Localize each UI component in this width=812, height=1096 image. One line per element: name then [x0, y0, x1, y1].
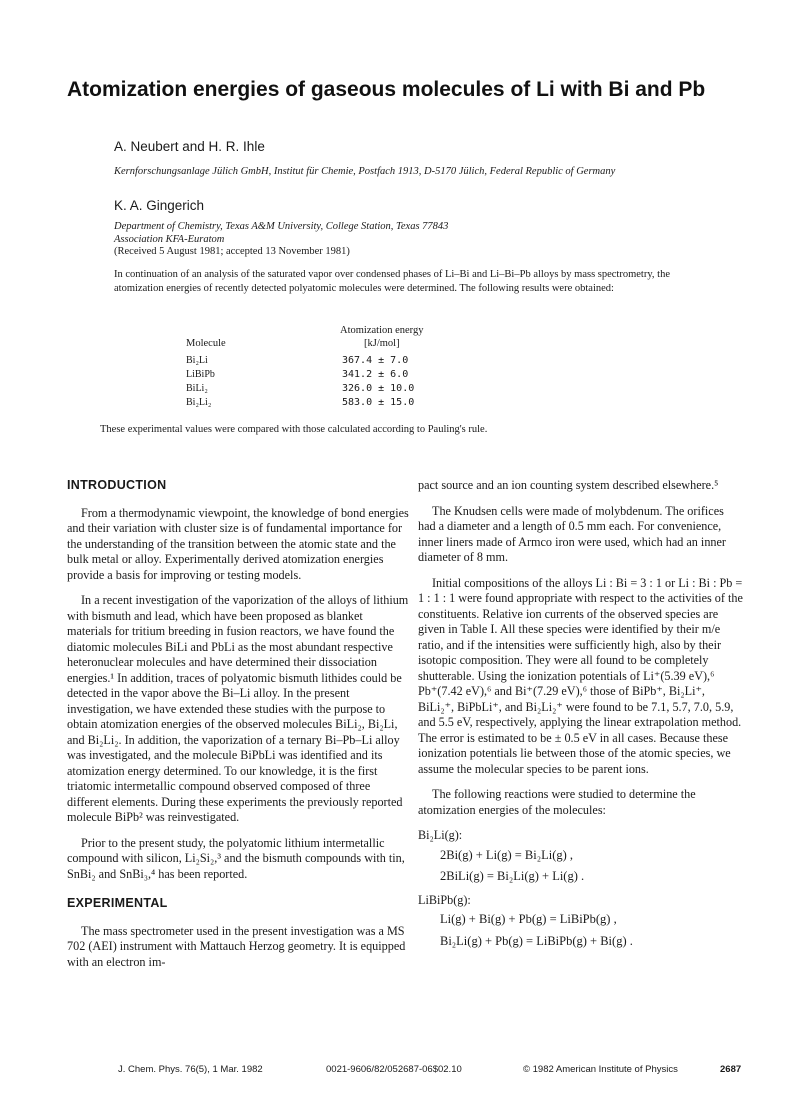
affiliation-2 [114, 221, 714, 246]
table-header-energy-line-2: [kJ/mol] [364, 338, 400, 349]
copyright-notice: © 1982 American Institute of Physics [523, 1064, 678, 1075]
table-cell-energy: 367.4 ± 7.0 [342, 355, 409, 366]
table-cell-molecule: Bi₂Li₂ [186, 397, 212, 408]
left-column [67, 478, 409, 980]
equation: 2Bi(g) + Li(g) = Bi₂Li(g) , [440, 847, 574, 862]
paper-title: Atomization energies of gaseous molecules of Li with Bi and Pb [67, 78, 706, 101]
experimental-paragraph-1: The mass spectrometer used in the present investigation was a MS 702 (AEI) instrument with Mattauch Herzog geometry. It is equipped with an electron im- [67, 923, 406, 969]
equation: Li(g) + Bi(g) + Pb(g) = LiBiPb(g) , [440, 912, 617, 926]
equation: 2BiLi(g) = Bi₂Li(g) + Li(g) . [440, 869, 585, 883]
section-heading-introduction: INTRODUCTION [67, 478, 167, 492]
table-cell-molecule: LiBiPb [186, 369, 215, 380]
table-cell-energy: 583.0 ± 15.0 [342, 397, 415, 408]
authors-group-1: A. Neubert and H. R. Ihle [114, 139, 265, 154]
experimental-paragraph-3: Initial compositions of the alloys Li : Bi = 3 : 1 or Li : Bi : Pb = 1 : 1 : 1 were found appropriate with respect to the activities of the constituents. Relative ion currents of the observed species are given in Table I. All these species were identified by their m/e ratio, and if the intensities were sufficiently high, also by their isotopic composition. They were all found to be completely shutterable. Using the ionization potentials of Li⁺(5.39 eV),⁶ Pb⁺(7.42 eV),⁶ and Bi⁺(7.29 eV),⁶ those of BiPb⁺, Bi₂Li⁺, BiLi₂⁺, BiPbLi⁺, and Bi₂Li₂⁺ were found to be 7.1, 5.7, 7.0, 5.9, and 5.5 eV, respectively, applying the linear extrapolation method. The error is estimated to be ± 0.5 eV in all cases. Because these ionization potentials lie between those of the atomic species, we assume the molecular species to be parent ions. [418, 575, 743, 776]
table-cell-molecule: BiLi₂ [186, 383, 208, 394]
intro-paragraph-3: Prior to the present study, the polyatomic lithium intermetallic compound with silicon, Li₂Si₂,³ and the bismuth compounds with tin, SnBi₂ and SnBi₃,⁴ has been reported. [67, 835, 405, 881]
page-number: 2687 [720, 1064, 742, 1075]
article-code: 0021-9606/82/052687-06$02.10 [326, 1064, 462, 1075]
received-dates: (Received 5 August 1981; accepted 13 November 1981) [114, 246, 350, 257]
table-header-molecule: Molecule [186, 338, 226, 349]
journal-citation: J. Chem. Phys. 76(5), 1 Mar. 1982 [118, 1064, 263, 1075]
authors-group-2: K. A. Gingerich [114, 198, 205, 213]
equation-group-label-libipb: LiBiPb(g): [418, 892, 471, 907]
table-cell-molecule: Bi₂Li [186, 355, 208, 366]
right-column [418, 478, 743, 955]
intro-paragraph-1: From a thermodynamic viewpoint, the knowledge of bond energies and their variation with cluster size is of fundamental importance for the understanding of the transition between the atomic state and the bulk metal or alloy. Experimentally derived atomization energies provide a basis for improving or testing models. [67, 505, 409, 582]
experimental-paragraph-continued: pact source and an ion counting system described elsewhere.⁵ [418, 478, 719, 492]
experimental-paragraph-2: The Knudsen cells were made of molybdenum. The orifices had a diameter and a length of 0.5 mm each. For convenience, inner liners made of Armco iron were used, which had an inner diameter of 8 mm. [418, 503, 726, 564]
affiliation-2-line-2: Association KFA-Euratom [114, 233, 225, 245]
affiliation-1: Kernforschungsanlage Jülich GmbH, Institut für Chemie, Postfach 1913, D-5170 Jülich, Federal Republic of Germany [114, 166, 616, 177]
table-cell-energy: 326.0 ± 10.0 [342, 383, 415, 394]
intro-paragraph-2: In a recent investigation of the vaporization of the alloys of lithium with bismuth and lead, which have been proposed as blanket materials for tritium breeding in fusion reactors, we have found the diatomic molecules BiLi and PbLi as the most abundant respective heteronuclear molecules and have determined their dissociation energies.¹ In addition, traces of polyatomic bismuth lithides could be detected in the vapor above the Bi–Li alloy. In the present investigation, we have extended these studies with the purpose to obtain atomization energies of the observed molecules BiLi₂, Bi₂Li, and Bi₂Li₂. In addition, the vaporization of a ternary Bi–Pb–Li alloy was investigated, and the molecule BiPbLi was identified and its atomization energy determined. To our knowledge, it is the first triatomic intermetallic compound observed composed of three different elements. During these experiments the previously reported molecule BiPb² was reinvestigated. [67, 593, 409, 824]
abstract: In continuation of an analysis of the saturated vapor over condensed phases of Li–Bi and Li–Bi–Pb alloys by mass spectrometry, the atomization energies of recently detected polyatomic molecules were determined. The following results were obtained: [114, 269, 670, 294]
affiliation-2-line-1: Department of Chemistry, Texas A&M University, College Station, Texas 77843 [114, 221, 449, 232]
equation: Bi₂Li(g) + Pb(g) = LiBiPb(g) + Bi(g) . [440, 933, 633, 948]
abstract-conclusion: These experimental values were compared with those calculated according to Pauling's rule. [100, 424, 488, 435]
table-header-energy-line-1: Atomization energy [340, 325, 424, 336]
equation-group-label-bi2li: Bi₂Li(g): [418, 828, 463, 842]
section-heading-experimental: EXPERIMENTAL [67, 896, 168, 910]
experimental-paragraph-4: The following reactions were studied to determine the atomization energies of the molecules: [418, 787, 696, 817]
table-cell-energy: 341.2 ± 6.0 [342, 369, 409, 380]
